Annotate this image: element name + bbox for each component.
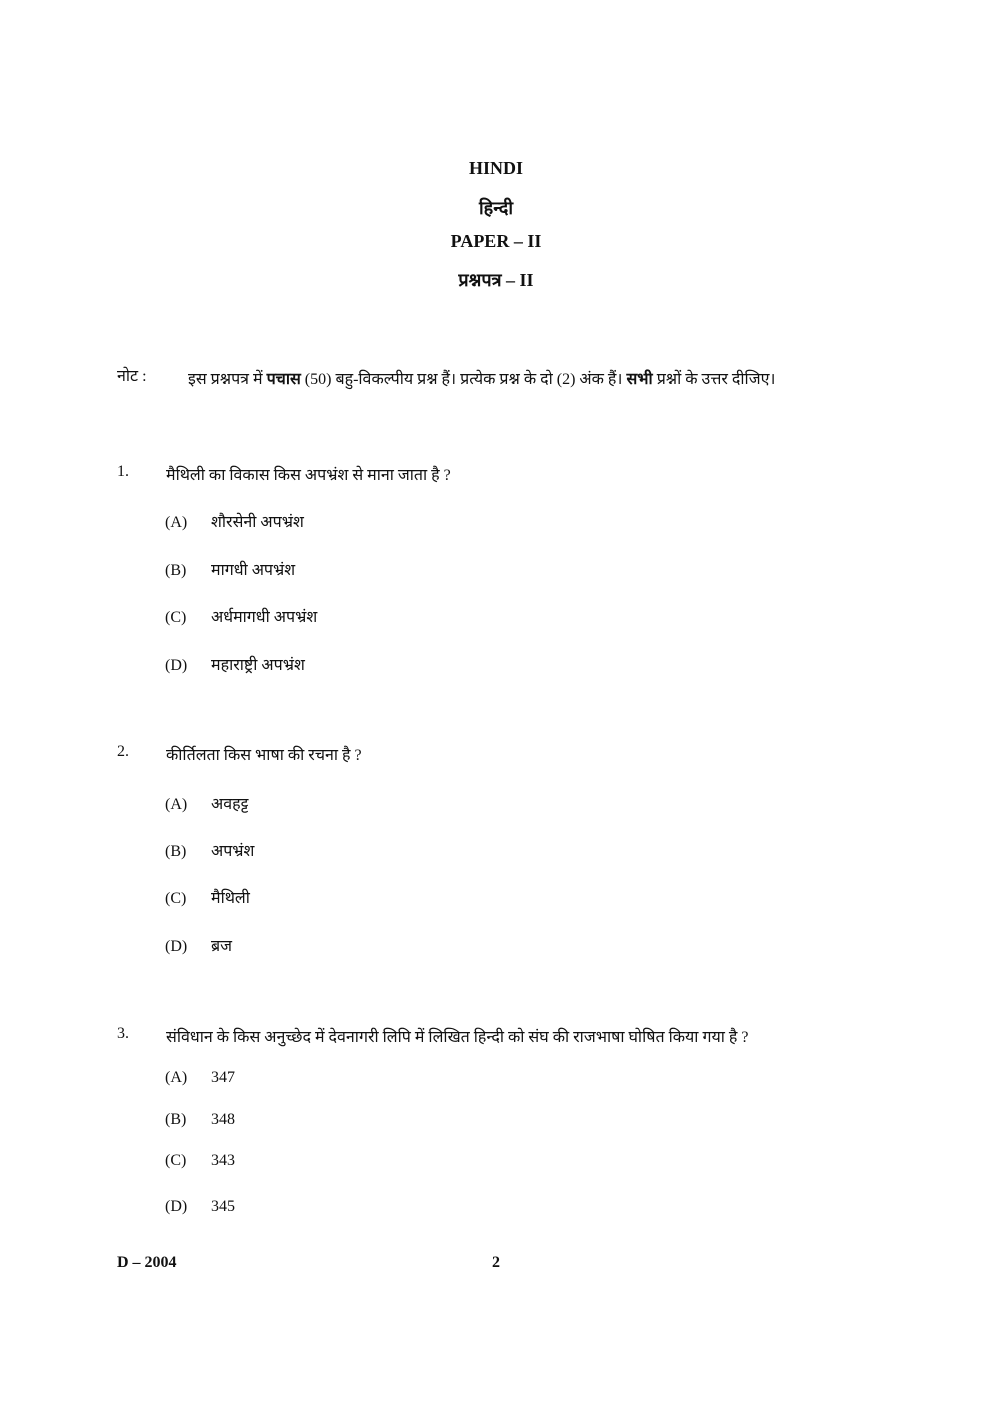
- option-letter: (B): [165, 843, 187, 860]
- paper-code: D – 2004: [117, 1254, 177, 1271]
- option-letter: (A): [165, 796, 188, 813]
- question-1-number: 1.: [117, 463, 129, 480]
- option-text: 347: [211, 1069, 235, 1086]
- option-letter: (B): [165, 1111, 187, 1128]
- option-text: 348: [211, 1111, 235, 1128]
- paper-title-english: PAPER – II: [450, 231, 542, 251]
- question-2-option-c: [165, 886, 250, 908]
- note-part-3: प्रश्नों के उत्तर दीजिए।: [652, 371, 776, 388]
- option-text: अपभ्रंश: [211, 843, 255, 860]
- note-bold-all: सभी: [626, 371, 653, 388]
- subject-title-english: HINDI: [468, 158, 523, 178]
- question-3-number: 3.: [117, 1025, 129, 1042]
- note-label: नोट :: [117, 368, 147, 385]
- question-1-option-a: [165, 510, 304, 532]
- option-text: मैथिली: [211, 890, 250, 907]
- subject-title-hindi: हिन्दी: [478, 198, 513, 218]
- question-3-option-d: [165, 1198, 235, 1216]
- option-text: 345: [211, 1198, 235, 1215]
- page-number: 2: [492, 1254, 500, 1271]
- note-bold-fifty: पचास: [266, 371, 301, 388]
- question-1-text: मैथिली का विकास किस अपभ्रंश से माना जाता है ?: [166, 467, 451, 484]
- question-1-option-b: [165, 558, 295, 580]
- option-letter: (B): [165, 562, 187, 579]
- question-3-option-a: [165, 1069, 235, 1087]
- note-part-1: इस प्रश्नपत्र में: [188, 371, 267, 388]
- option-letter: (C): [165, 1152, 187, 1169]
- question-2-option-a: [165, 792, 248, 814]
- question-3-option-b: [165, 1111, 235, 1129]
- option-letter: (D): [165, 1198, 188, 1215]
- question-2-text: कीर्तिलता किस भाषा की रचना है ?: [166, 747, 362, 764]
- option-text: महाराष्ट्री अपभ्रंश: [211, 657, 305, 674]
- option-text: मागधी अपभ्रंश: [211, 562, 296, 579]
- note-text: [188, 364, 888, 395]
- option-letter: (C): [165, 609, 187, 626]
- option-text: अवहट्ट: [211, 796, 249, 813]
- option-letter: (D): [165, 938, 188, 955]
- option-letter: (A): [165, 1069, 188, 1086]
- option-letter: (D): [165, 657, 188, 674]
- option-text: ब्रज: [211, 938, 233, 955]
- option-text: 343: [211, 1152, 235, 1169]
- note-part-2: (50) बहु-विकल्पीय प्रश्न हैं। प्रत्येक प्रश्न के दो (2) अंक हैं।: [300, 371, 627, 388]
- question-2-number: 2.: [117, 743, 129, 760]
- question-2-option-d: [165, 934, 232, 956]
- question-1-option-d: [165, 653, 305, 675]
- paper-title-hindi: प्रश्नपत्र – II: [458, 270, 534, 290]
- question-3-option-c: [165, 1152, 235, 1170]
- question-1-option-c: [165, 605, 317, 627]
- question-3-text: संविधान के किस अनुच्छेद में देवनागरी लिपि में लिखित हिन्दी को संघ की राजभाषा घोषित किया गया है ?: [166, 1029, 749, 1046]
- option-text: अर्धमागधी अपभ्रंश: [211, 609, 318, 626]
- option-text: शौरसेनी अपभ्रंश: [211, 514, 304, 531]
- question-2-option-b: [165, 839, 254, 861]
- option-letter: (A): [165, 514, 188, 531]
- option-letter: (C): [165, 890, 187, 907]
